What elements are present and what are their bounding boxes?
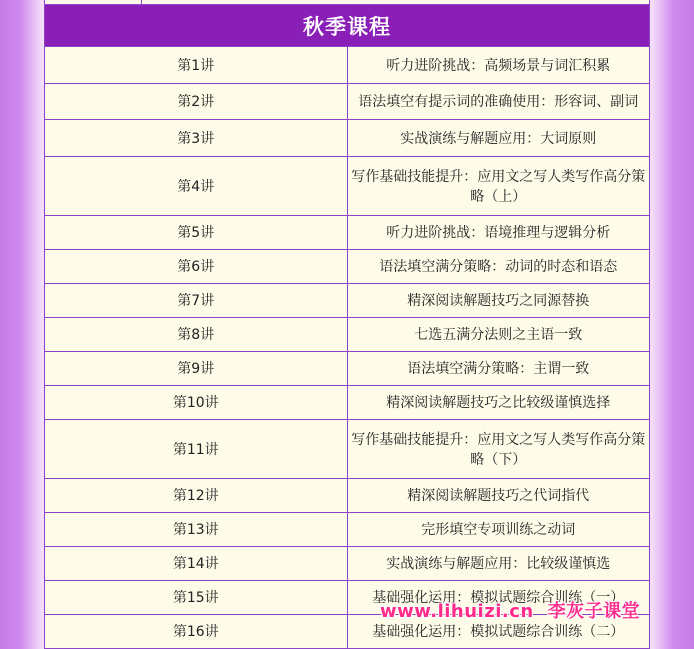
lesson-topic: 实战演练与解题应用：大词原则 xyxy=(347,120,650,157)
lesson-number: 第1讲 xyxy=(45,47,348,84)
lesson-number: 第14讲 xyxy=(45,546,348,580)
table-row xyxy=(45,419,650,478)
lesson-number: 第3讲 xyxy=(45,120,348,157)
watermark xyxy=(380,597,640,623)
table-row xyxy=(45,120,650,157)
lesson-number: 第2讲 xyxy=(45,83,348,120)
table-row xyxy=(45,512,650,546)
table-row xyxy=(45,478,650,512)
lesson-number: 第11讲 xyxy=(45,419,348,478)
lesson-number: 第5讲 xyxy=(45,215,348,249)
course-table-body xyxy=(45,47,650,649)
lesson-number: 第6讲 xyxy=(45,249,348,283)
lesson-topic: 实战演练与解题应用：比较级谨慎选 xyxy=(347,546,650,580)
lesson-topic: 语法填空满分策略：动词的时态和语态 xyxy=(347,249,650,283)
lesson-topic: 听力进阶挑战：语境推理与逻辑分析 xyxy=(347,215,650,249)
lesson-number: 第15讲 xyxy=(45,580,348,614)
lesson-number: 第4讲 xyxy=(45,156,348,215)
watermark-brand: 李灰子课堂 xyxy=(547,601,641,622)
lesson-number: 第9讲 xyxy=(45,351,348,385)
lesson-topic: 语法填空满分策略：主谓一致 xyxy=(347,351,650,385)
lesson-number: 第8讲 xyxy=(45,317,348,351)
table-row xyxy=(45,385,650,419)
table-row xyxy=(45,546,650,580)
lesson-topic: 精深阅读解题技巧之同源替换 xyxy=(347,283,650,317)
table-row xyxy=(45,156,650,215)
lesson-number: 第10讲 xyxy=(45,385,348,419)
lesson-topic: 精深阅读解题技巧之比较级谨慎选择 xyxy=(347,385,650,419)
lesson-topic: 基础强化运用：模拟试题综合训练（一） xyxy=(347,580,650,614)
lesson-topic: 写作基础技能提升：应用文之写人类写作高分策略（下） xyxy=(347,419,650,478)
lesson-number: 第13讲 xyxy=(45,512,348,546)
table-row xyxy=(45,317,650,351)
lesson-topic: 完形填空专项训练之动词 xyxy=(347,512,650,546)
table-row xyxy=(45,215,650,249)
lesson-number: 第16讲 xyxy=(45,614,348,648)
table-row xyxy=(45,351,650,385)
lesson-number: 第7讲 xyxy=(45,283,348,317)
course-table xyxy=(44,4,650,649)
table-row xyxy=(45,47,650,84)
table-title: 秋季课程 xyxy=(45,5,650,47)
watermark-url: www.lihuizi.cn xyxy=(380,601,534,622)
lesson-topic: 基础强化运用：模拟试题综合训练（二） xyxy=(347,614,650,648)
lesson-topic: 精深阅读解题技巧之代词指代 xyxy=(347,478,650,512)
table-row xyxy=(45,249,650,283)
lesson-topic: 语法填空有提示词的准确使用：形容词、副词 xyxy=(347,83,650,120)
table-header-row xyxy=(45,5,650,47)
lesson-topic: 七选五满分法则之主语一致 xyxy=(347,317,650,351)
table-row xyxy=(45,83,650,120)
lesson-topic: 听力进阶挑战：高频场景与词汇积累 xyxy=(347,47,650,84)
lesson-topic: 写作基础技能提升：应用文之写人类写作高分策略（上） xyxy=(347,156,650,215)
table-row xyxy=(45,283,650,317)
lesson-number: 第12讲 xyxy=(45,478,348,512)
